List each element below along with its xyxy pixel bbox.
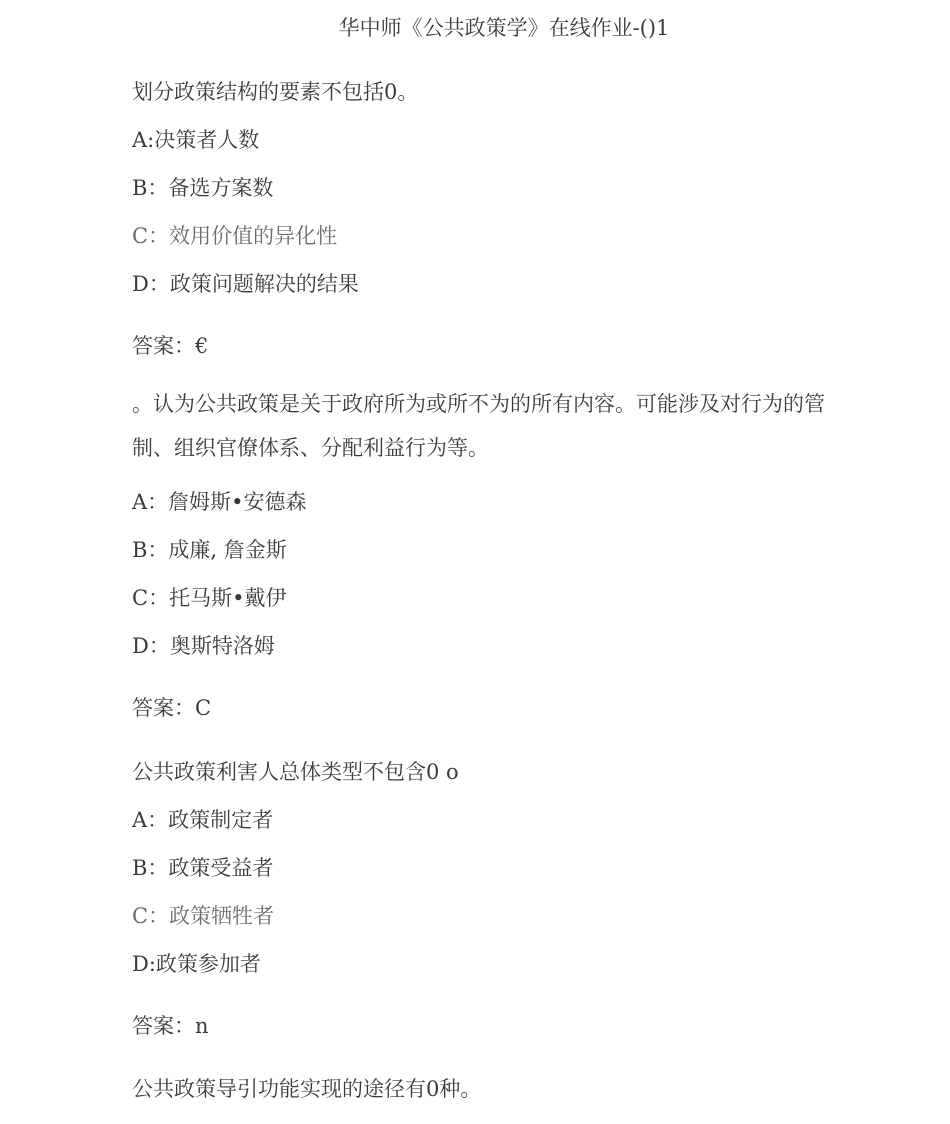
document-title: 华中师《公共政策学》在线作业-()1 [338, 16, 670, 40]
question-2-option-c: C：托马斯•戴伊 [132, 586, 287, 610]
question-2-option-a: A：詹姆斯•安德森 [132, 490, 307, 514]
question-1-option-d: D：政策问题解决的结果 [132, 272, 359, 296]
question-4-stem: 公共政策导引功能实现的途径有0种。 [132, 1077, 482, 1101]
question-1-option-b: B：备选方案数 [132, 176, 274, 200]
question-2-option-d: D：奥斯特洛姆 [132, 634, 275, 658]
question-2-answer: 答案：C [132, 696, 212, 720]
question-3-option-b: B：政策受益者 [132, 856, 274, 880]
question-1-stem: 划分政策结构的要素不包括0。 [132, 80, 419, 104]
question-3-answer: 答案：n [132, 1014, 209, 1038]
question-2-stem: 。认为公共政策是关于政府所为或所不为的所有内容。可能涉及对行为的管制、组织官僚体系、分配利益行为等。 [132, 392, 825, 460]
question-2-option-b: B：成廉, 詹金斯 [132, 538, 287, 562]
question-3-option-a: A：政策制定者 [132, 808, 274, 832]
question-1-option-a: A:决策者人数 [132, 128, 260, 152]
question-3-stem: 公共政策利害人总体类型不包含0 o [132, 760, 459, 784]
question-1-answer: 答案：€ [132, 334, 209, 358]
question-3-option-d: D:政策参加者 [132, 952, 261, 976]
question-3-option-c: C：政策牺牲者 [132, 904, 275, 928]
question-1-option-c: C：效用价值的异化性 [132, 224, 338, 248]
